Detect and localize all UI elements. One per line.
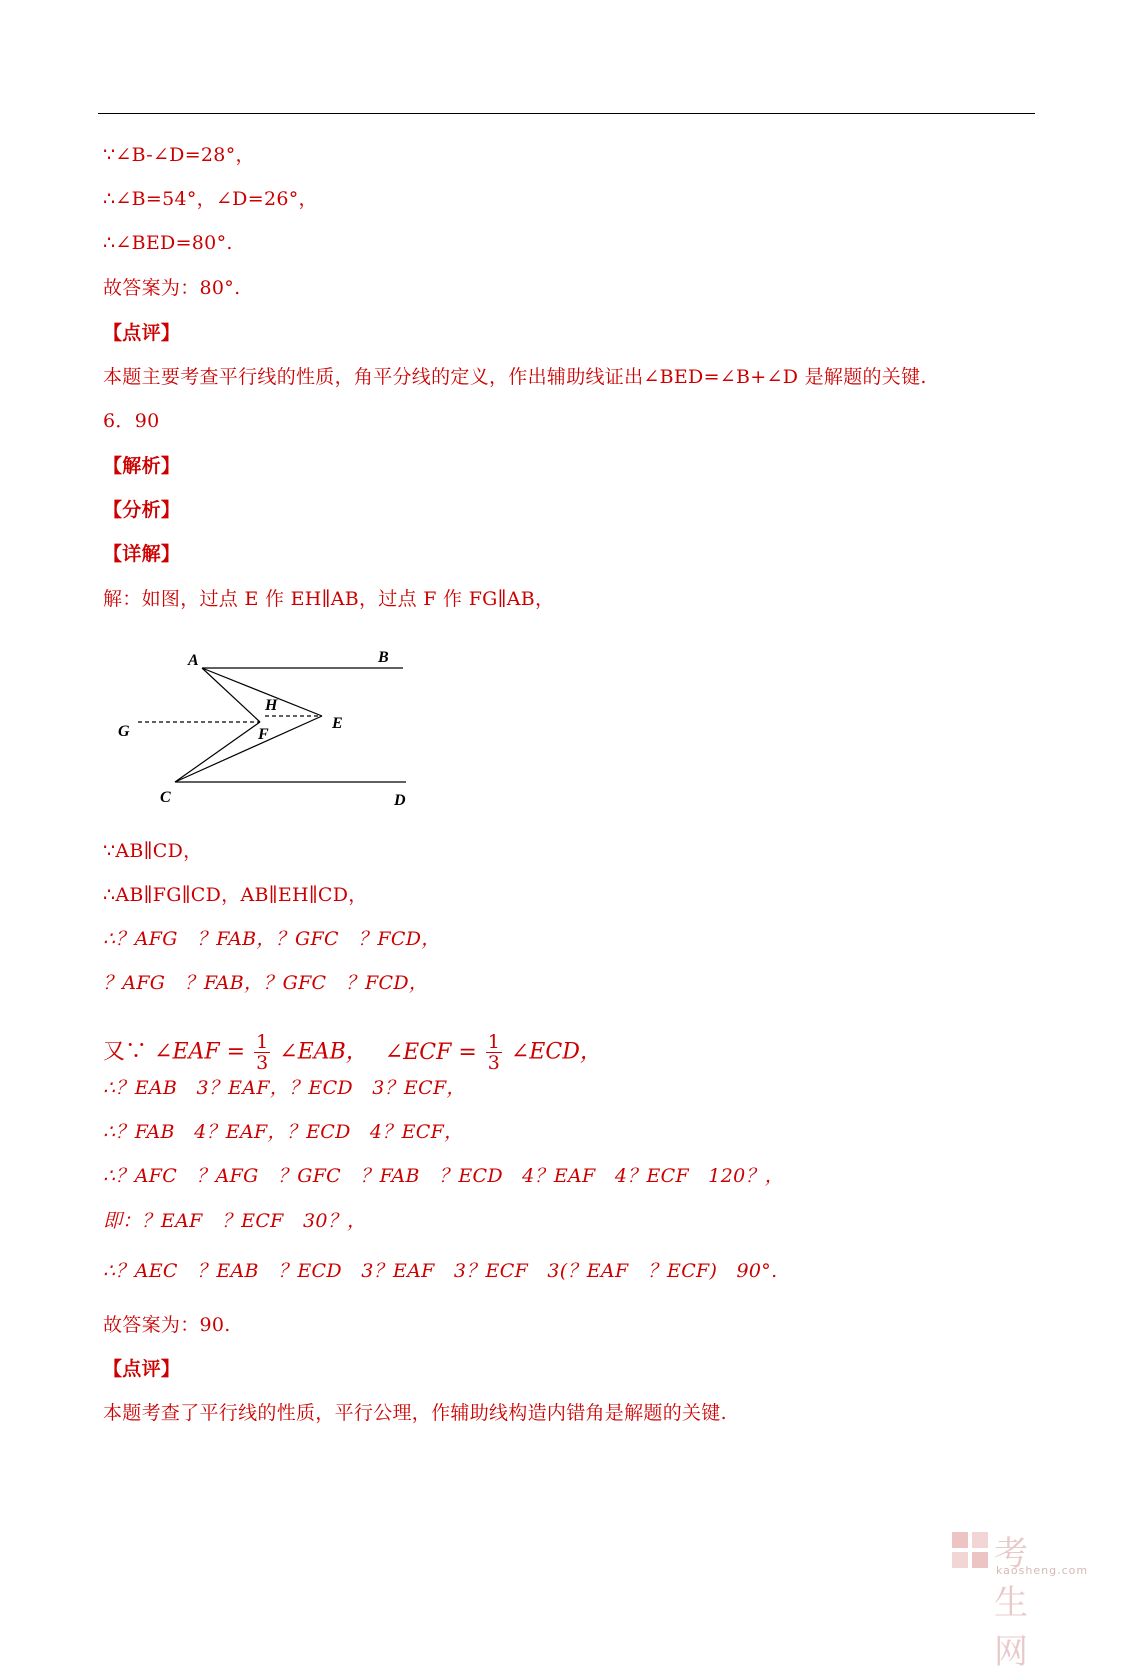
text-line-2: ∴∠B=54°，∠D=26°， xyxy=(103,188,318,210)
question-number: 6．90 xyxy=(103,410,160,432)
watermark-url: kaosheng.com xyxy=(996,1564,1089,1577)
text-line-22: 故答案为：90. xyxy=(103,1314,231,1336)
fraction-rest-1: ∠EAB， xyxy=(279,1039,368,1065)
text-line-11: 解：如图，过点 E 作 EH∥AB，过点 F 作 FG∥AB， xyxy=(103,588,555,610)
watermark-text: 考生网 xyxy=(994,1534,1030,1672)
fraction-2: $\frac{1}{3}$ xyxy=(487,1031,500,1074)
label-C: C xyxy=(160,789,171,806)
text-line-20: 即：？EAF ？ECF 30？， xyxy=(103,1210,367,1232)
text-line-13: ∴AB∥FG∥CD，AB∥EH∥CD， xyxy=(103,884,368,906)
text-line-24: 本题考查了平行线的性质，平行公理，作辅助线构造内错角是解题的关键. xyxy=(103,1402,727,1424)
text-line-1: ∵∠B-∠D=28°， xyxy=(103,144,255,166)
fraction-rest-2: ∠ECD， xyxy=(510,1039,602,1065)
fraction-1: $\frac{1}{3}$ xyxy=(256,1031,269,1074)
label-D: D xyxy=(394,792,406,809)
label-G: G xyxy=(118,723,130,740)
label-F: F xyxy=(258,726,269,743)
section-analysis: 【解析】 xyxy=(103,455,181,477)
text-line-19: ∴？AFC ？AFG ？GFC ？FAB ？ECD 4？EAF 4？ECF 120？， xyxy=(103,1165,785,1187)
label-A: A xyxy=(188,652,199,669)
section-fenxi: 【分析】 xyxy=(103,499,181,521)
text-line-12: ∵AB∥CD， xyxy=(103,840,203,862)
label-E: E xyxy=(332,715,343,732)
text-line-21: ∴？AEC ？EAB ？ECD 3？EAF 3？ECF 3(？EAF ？ECF) 90°. xyxy=(103,1260,778,1282)
watermark-logo-icon xyxy=(950,1530,990,1570)
text-line-18: ∴？FAB 4？EAF，？ECD 4？ECF， xyxy=(103,1121,464,1143)
fraction-angle-1: ∠EAF = xyxy=(154,1039,246,1065)
text-line-4: 故答案为：80°. xyxy=(103,277,241,299)
text-line-15: ？AFG ？FAB，？GFC ？FCD， xyxy=(103,972,429,994)
label-H: H xyxy=(265,697,278,714)
fraction-prefix: 又∵ xyxy=(103,1039,148,1065)
section-review-1: 【点评】 xyxy=(103,322,181,344)
geometry-figure xyxy=(110,650,420,820)
fraction-angle-2: ∠ECF = xyxy=(384,1039,477,1065)
section-review-2: 【点评】 xyxy=(103,1358,181,1380)
header-rule xyxy=(98,113,1035,114)
text-line-14: ∴？AFG ？FAB，？GFC ？FCD， xyxy=(103,928,441,950)
text-line-6: 本题主要考查平行线的性质，角平分线的定义，作出辅助线证出∠BED=∠B+∠D 是解题的关键. xyxy=(103,366,927,388)
label-B: B xyxy=(378,650,389,666)
text-line-17: ∴？EAB 3？EAF，？ECD 3？ECF， xyxy=(103,1077,466,1099)
section-detail: 【详解】 xyxy=(103,543,181,565)
text-line-3: ∴∠BED=80°. xyxy=(103,232,233,254)
